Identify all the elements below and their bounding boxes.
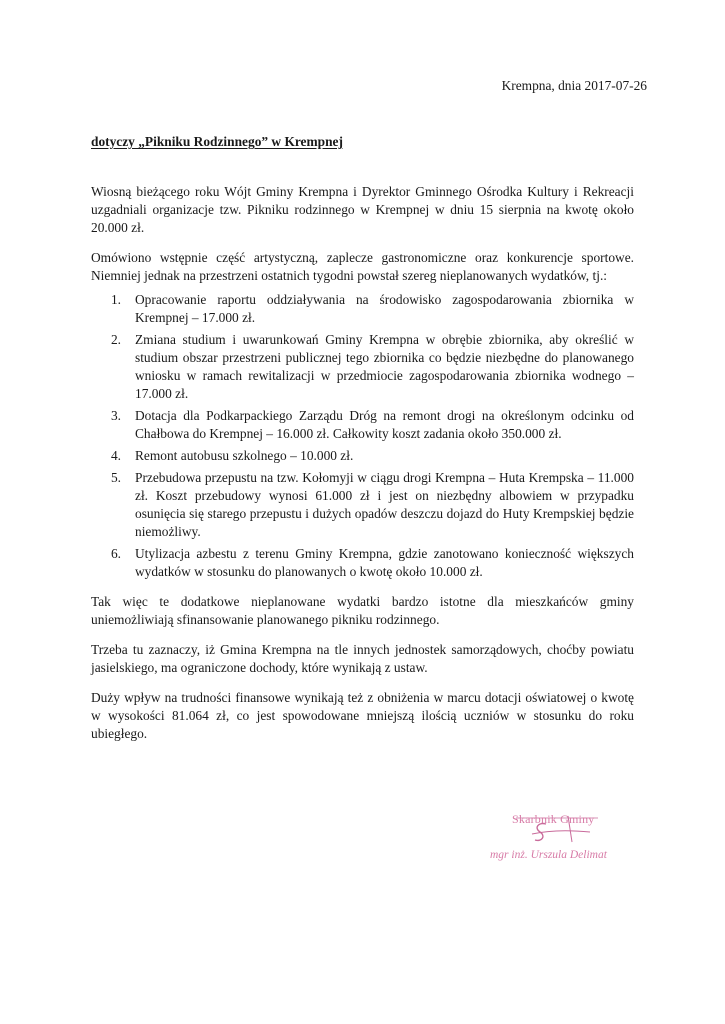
list-item-text: Remont autobusu szkolnego – 10.000 zł.	[135, 448, 354, 463]
list-item-text: Przebudowa przepustu na tzw. Kołomyji w ciągu drogi Krempna – Huta Krempska – 11.000 zł. Koszt przebudowy wynosi 61.000 zł i jest on niezbędny albowiem w przypadku osunięcia się starego przepustu i dużych opadów deszczu dojazd do Huty Krempskiej będzie niemożliwy.	[135, 470, 634, 539]
paragraph-5: Duży wpływ na trudności finansowe wynikają też z obniżenia w marcu dotacji oświatowej o kwotę w wysokości 81.064 zł, co jest spowodowane mniejszą ilością uczniów w stosunku do roku ubiegłego.	[91, 690, 634, 741]
list-item-number: 2.	[110, 332, 121, 347]
intro-paragraph: Wiosną bieżącego roku Wójt Gminy Krempna i Dyrektor Gminnego Ośrodka Kultury i Rekreacji uzgadniali organizacje tzw. Pikniku rodzinnego w Krempnej w dniu 15 sierpnia na kwotę około 20.000 zł.	[91, 184, 634, 235]
stamp-name: mgr inż. Urszula Delimat	[490, 849, 607, 861]
signature-block	[480, 806, 650, 876]
list-item	[91, 291, 634, 327]
list-item	[91, 545, 634, 581]
paragraph-2: Omówiono wstępnie część artystyczną, zaplecze gastronomiczne oraz konkurencje sportowe. Niemniej jednak na przestrzeni ostatnich tygodni powstał szereg nieplanowanych wydatków, tj.:	[91, 250, 634, 283]
list-item	[91, 469, 634, 541]
stamp-title: Skarbnik Gminy	[512, 812, 595, 826]
list-item-number: 4.	[110, 448, 121, 463]
list-item-text: Utylizacja azbestu z terenu Gminy Krempna, gdzie zanotowano konieczność większych wydatków w stosunku do planowanych o kwotę około 10.000 zł.	[135, 546, 634, 579]
list-item-number: 6.	[110, 546, 121, 561]
subject-line: dotyczy „Pikniku Rodzinnego” w Krempnej	[91, 134, 343, 149]
list-item-text: Dotacja dla Podkarpackiego Zarządu Dróg na remont drogi na określonym odcinku od Chałbowa do Krempnej – 16.000 zł. Całkowity koszt zadania około 350.000 zł.	[135, 408, 634, 441]
list-item	[91, 407, 634, 443]
list-item	[91, 331, 634, 403]
letter-body	[91, 183, 634, 755]
list-item-text: Opracowanie raportu oddziaływania na środowisko zagospodarowania zbiornika w Krempnej – 17.000 zł.	[135, 292, 634, 325]
expense-list	[91, 291, 634, 581]
paragraph-4: Trzeba tu zaznaczy, iż Gmina Krempna na tle innych jednostek samorządowych, choćby powiatu jasielskiego, ma ograniczone dochody, które wynikają z ustaw.	[91, 642, 634, 675]
paragraph-3: Tak więc te dodatkowe nieplanowane wydatki bardzo istotne dla mieszkańców gminy uniemożliwiają sfinansowanie planowanego pikniku rodzinnego.	[91, 594, 634, 627]
list-item	[91, 447, 634, 465]
date-line: Krempna, dnia 2017-07-26	[501, 78, 647, 93]
list-item-number: 3.	[110, 408, 121, 423]
list-item-text: Zmiana studium i uwarunkowań Gminy Krempna w obrębie zbiornika, aby określić w studium obszar przestrzeni publicznej tego zbiornika co będzie niezbędne do planowanego wniosku w ramach rewitalizacji w przedmiocie zagospodarowania zbiornika wodnego – 17.000 zł.	[135, 332, 634, 401]
list-item-number: 1.	[110, 292, 121, 307]
list-item-number: 5.	[110, 470, 121, 485]
